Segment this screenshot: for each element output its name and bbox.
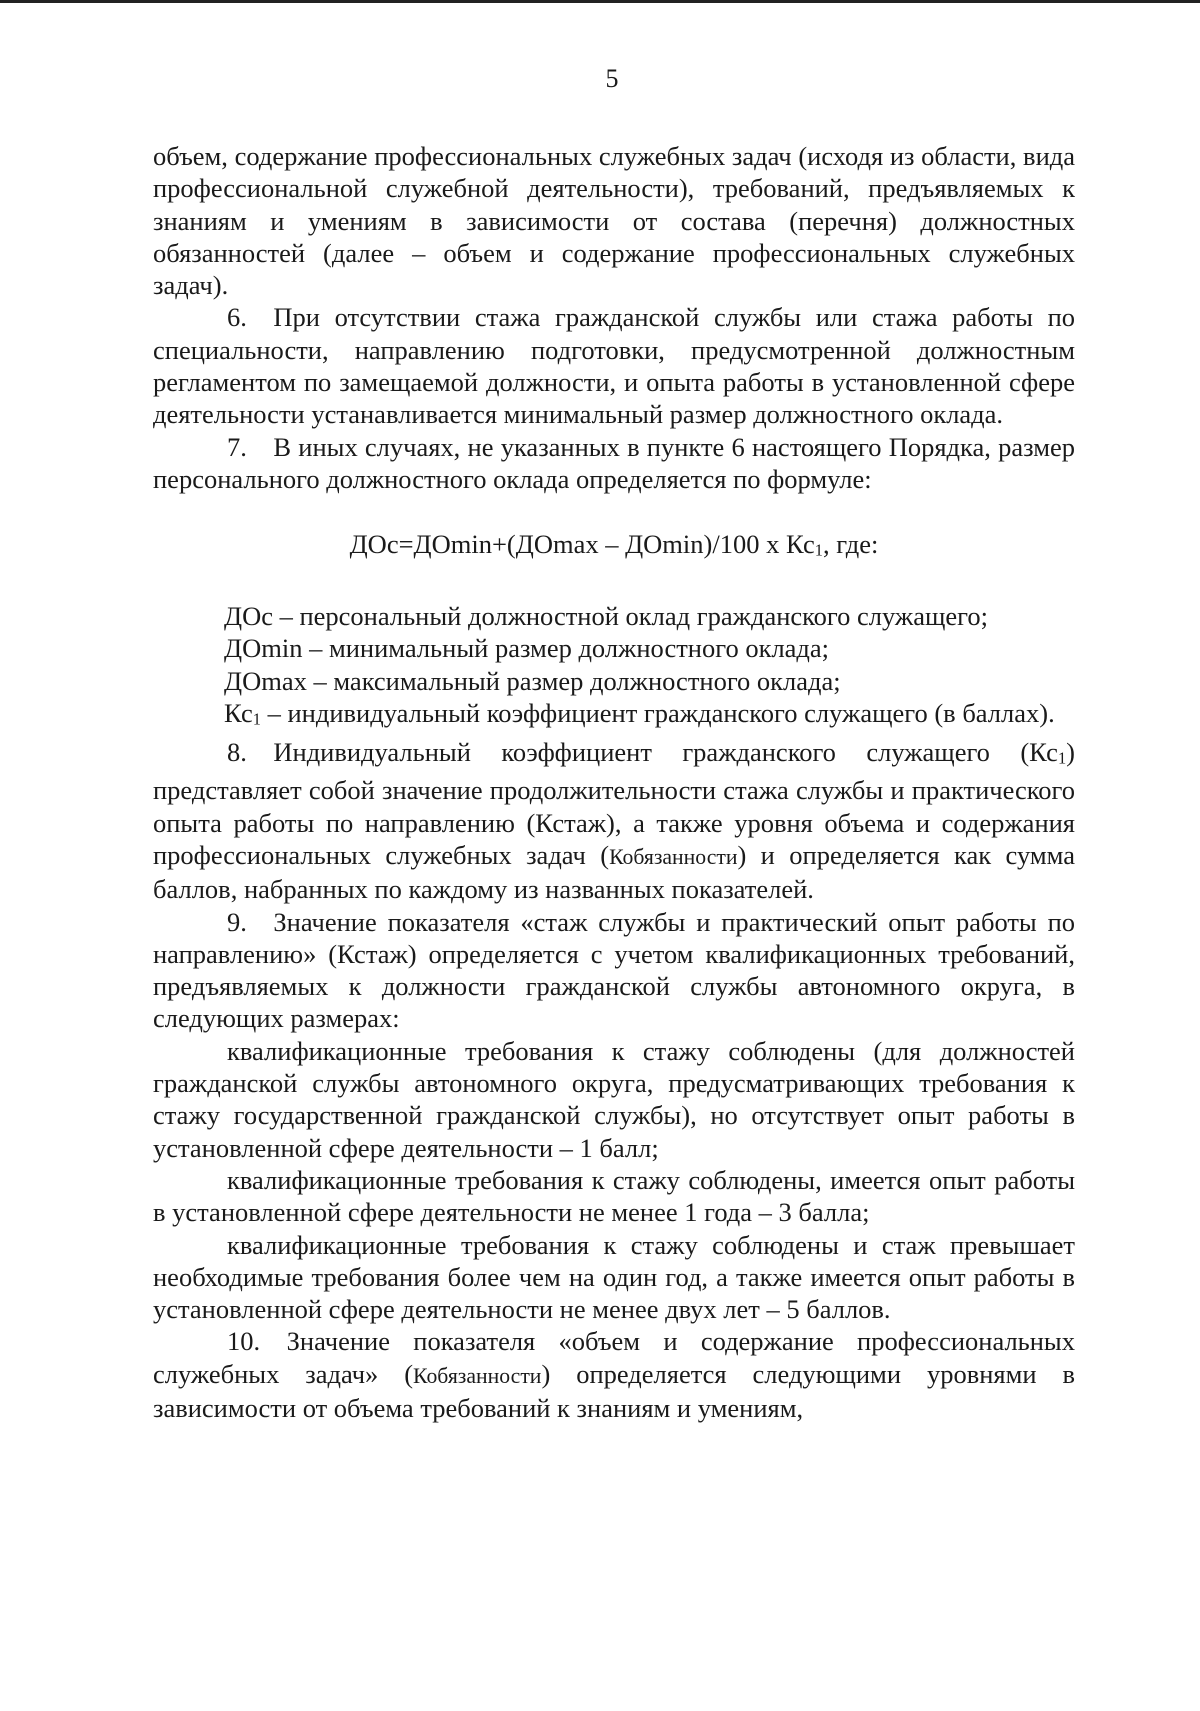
formula-subscript: 1	[814, 540, 823, 560]
p10-part-b: ) определяется следующими уровнями в зависимости от объема требований к знаниям и умениям,	[153, 1358, 1075, 1424]
document-body	[153, 140, 1075, 1424]
page-number: 5	[605, 64, 619, 93]
definition-kc1	[153, 697, 1075, 736]
kc1-text: – индивидуальный коэффициент гражданского служащего (в баллах).	[261, 697, 1055, 728]
paragraph-9-item-2: квалификационные требования к стажу соблюдены, имеется опыт работы в установленной сфере деятельности не менее 1 года – 3 балла;	[153, 1164, 1075, 1228]
p8-part-b: ) представляет собой значение продолжительности стажа службы и практического опыта работы по направлению (Кстаж), а также уровня объема и содержания профессиональных служебных задач (	[153, 736, 1075, 870]
p10-kobyazannosti: Кобязанности	[413, 1363, 542, 1388]
definition-domax: ДОmax – максимальный размер должностного оклада;	[224, 665, 841, 696]
paragraph-7: 7. В иных случаях, не указанных в пункте 6 настоящего Порядка, размер персонального должностного оклада определяется по формуле:	[153, 431, 1075, 494]
definition-domin: ДОmin – минимальный размер должностного оклада;	[224, 633, 830, 664]
paragraph-8	[153, 736, 1075, 906]
p8-part-a: 8. Индивидуальный коэффициент гражданского служащего (Кс	[227, 736, 1058, 767]
definition-doc: ДОс – персональный должностной оклад гражданского служащего;	[224, 601, 988, 632]
p8-subscript: 1	[1057, 748, 1067, 768]
paragraph-9-item-1: квалификационные требования к стажу соблюдены (для должностей гражданской службы автономного округа, предусматривающих требования к стажу государственной гражданской службы), но отсутствует опыт работы в установленной сфере деятельности – 1 балл;	[153, 1035, 1075, 1163]
paragraph-10	[153, 1325, 1075, 1424]
formula-main: ДОс=ДОmin+(ДОmax – ДОmin)/100 х Кс	[349, 529, 815, 560]
formula	[153, 528, 1075, 567]
p10-part-a: 10. Значение показателя «объем и содержание профессиональных служебных задач» (	[153, 1326, 1075, 1389]
formula-tail: , где:	[822, 529, 879, 560]
paragraph-9: 9. Значение показателя «стаж службы и практический опыт работы по направлению» (Кстаж) определяется с учетом квалификационных требований, предъявляемых к должности гражданской службы автономного округа, в следующих размерах:	[153, 906, 1075, 1034]
kc1-symbol: Кс	[224, 697, 253, 728]
kc1-subscript: 1	[252, 709, 261, 729]
p8-kobyazannosti: Кобязанности	[609, 845, 738, 869]
p8-part-c: ) и определяется как сумма баллов, набранных по каждому из названных показателей.	[153, 840, 1075, 905]
paragraph-6: 6. При отсутствии стажа гражданской службы или стажа работы по специальности, направлению подготовки, предусмотренной должностным регламентом по замещаемой должности, и опыта работы в установленной сфере деятельности устанавливается минимальный размер должностного оклада.	[153, 302, 1075, 430]
paragraph-9-item-3: квалификационные требования к стажу соблюдены и стаж превышает необходимые требования более чем на один год, а также имеется опыт работы в установленной сфере деятельности не менее двух лет – 5 баллов.	[153, 1229, 1075, 1325]
paragraph-intro: объем, содержание профессиональных служебных задач (исходя из области, вида профессиональной служебной деятельности), требований, предъявляемых к знаниям и умениям в зависимости от состава (перечня) должностных обязанностей (далее – объем и содержание профессиональных служебных задач).	[153, 141, 1075, 301]
top-border-line	[0, 0, 1200, 3]
